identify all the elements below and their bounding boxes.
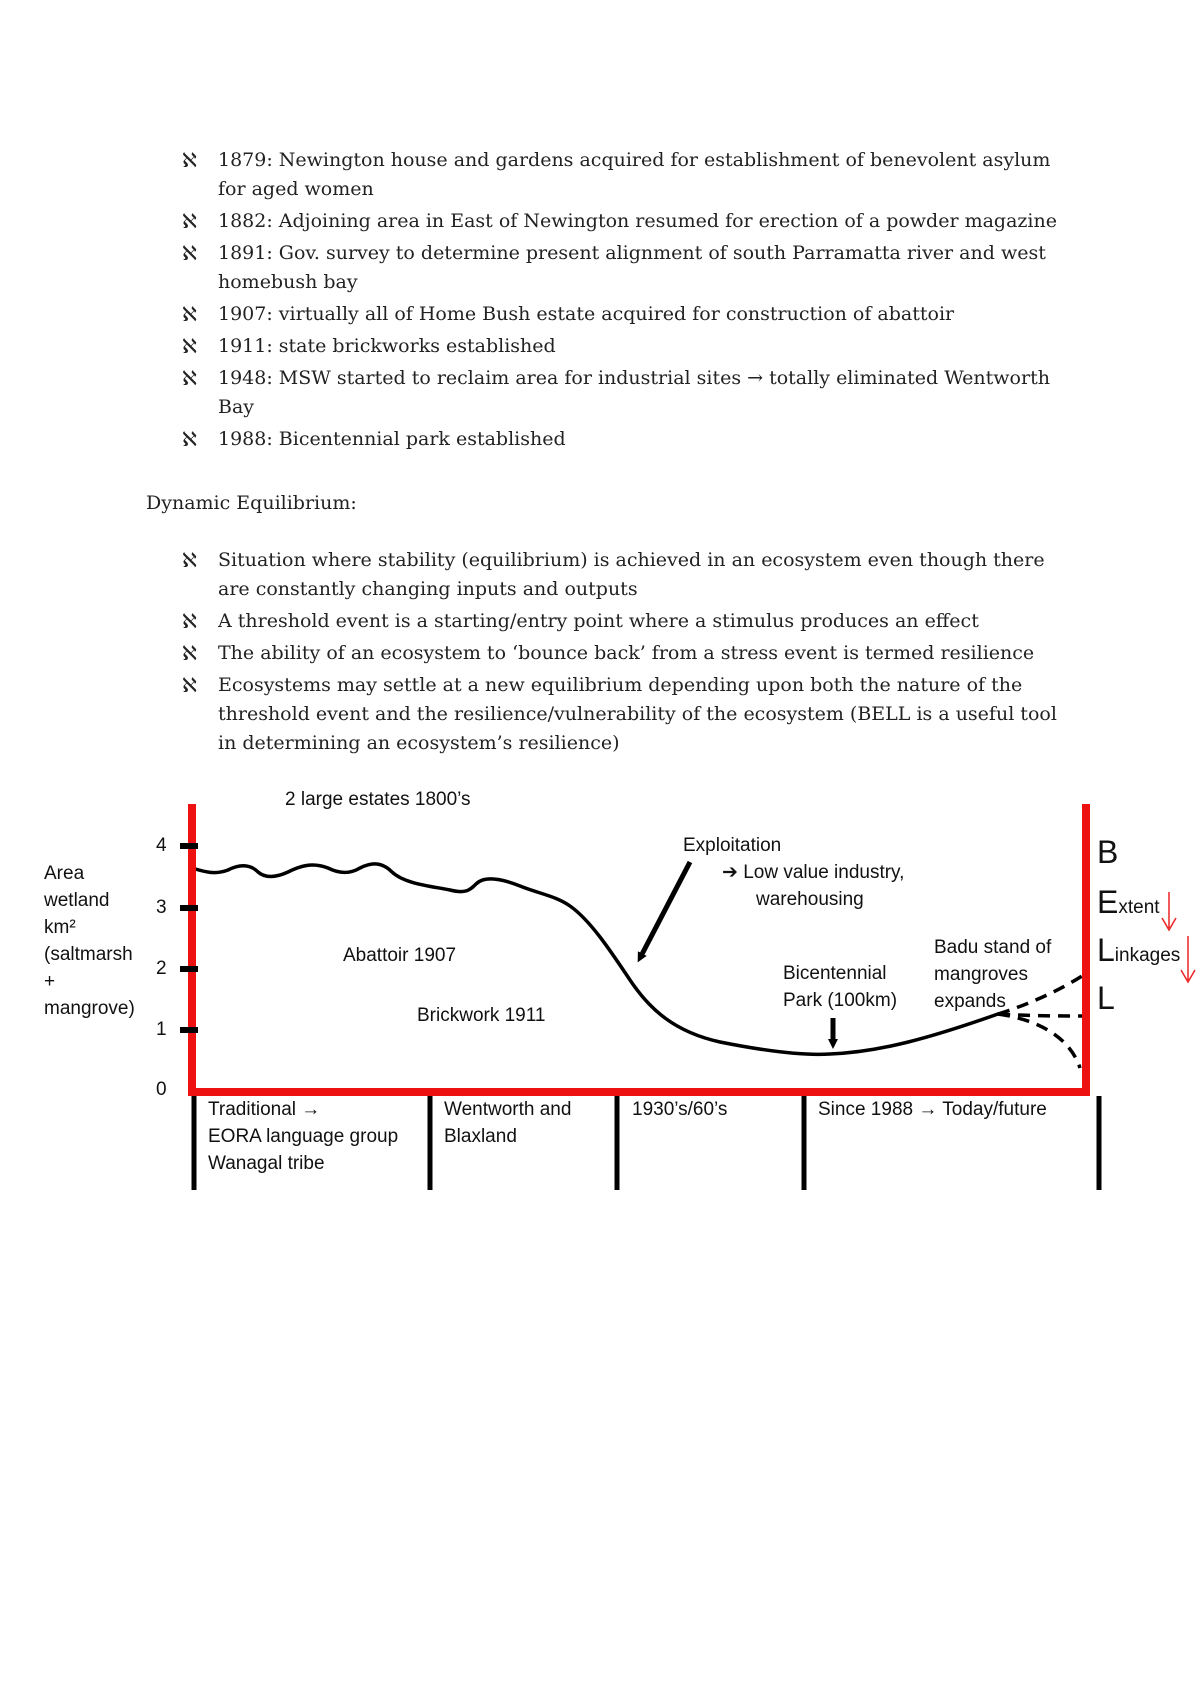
aleph-bullet-icon: ℵ	[182, 673, 197, 697]
list-item: ℵ The ability of an ecosystem to ‘bounce back’ from a stress event is termed resilience	[182, 639, 1062, 668]
list-item: ℵ 1879: Newington house and gardens acquired for establishment of benevolent asylum for aged women	[182, 148, 1051, 200]
aleph-bullet-icon: ℵ	[182, 641, 197, 665]
period-label-traditional: Traditional → EORA language group Wanagal tribe	[208, 1099, 399, 1174]
aleph-bullet-icon: ℵ	[182, 241, 197, 265]
history-timeline-list	[182, 146, 1062, 457]
aleph-bullet-icon: ℵ	[182, 427, 197, 451]
list-item: ℵ 1907: virtually all of Home Bush estate acquired for construction of abattoir	[182, 300, 1062, 329]
event-label-bicentennial: Park (100km)	[783, 990, 898, 1011]
dynamic-equilibrium-list	[182, 546, 1062, 761]
bell-b: B	[1097, 834, 1119, 870]
list-item: ℵ Situation where stability (equilibrium) is achieved in an ecosystem even though there are constantly changing inputs and outputs	[182, 548, 1045, 600]
future-projection-level	[998, 1014, 1082, 1016]
aleph-bullet-icon: ℵ	[182, 302, 197, 326]
section-heading: Dynamic Equilibrium:	[146, 492, 357, 514]
event-label-brickwork: Brickwork 1911	[417, 1005, 546, 1026]
y-tick-label: 3	[156, 897, 167, 918]
period-label-wentworth: Wentworth and Blaxland	[444, 1099, 572, 1147]
event-label-badu: Badu stand of	[934, 937, 1052, 958]
list-item: ℵ 1988: Bicentennial park established	[182, 425, 1062, 454]
y-axis-label: Area wetland km² (saltmarsh + mangrove)	[44, 863, 135, 1019]
diagram-graphics	[0, 780, 1200, 1200]
aleph-bullet-icon: ℵ	[182, 366, 197, 390]
aleph-bullet-icon: ℵ	[182, 609, 197, 633]
y-tick-label: 2	[156, 958, 167, 979]
event-label-badu: expands	[934, 991, 1006, 1012]
event-label-badu: mangroves	[934, 964, 1028, 985]
event-label-exploitation: Exploitation	[683, 835, 782, 856]
aleph-bullet-icon: ℵ	[182, 209, 197, 233]
list-item: ℵ 1911: state brickworks established	[182, 332, 1062, 361]
list-item: ℵ 1948: MSW started to reclaim area for industrial sites → totally eliminated Wentworth Bay	[182, 366, 1050, 418]
top-label: 2 large estates 1800’s	[285, 789, 471, 810]
aleph-bullet-icon: ℵ	[182, 148, 197, 172]
exploitation-arrow	[640, 862, 690, 958]
wetland-area-diagram	[0, 780, 1200, 1200]
aleph-bullet-icon: ℵ	[182, 334, 197, 358]
period-label-since-1988: Since 1988 → Today/future	[818, 1099, 1047, 1120]
y-tick-label: 4	[156, 835, 167, 856]
event-label-bicentennial: Bicentennial	[783, 963, 887, 984]
bell-l: L	[1097, 980, 1115, 1016]
period-label-1930s: 1930’s/60’s	[632, 1099, 728, 1120]
extent-decline-arrow-icon	[1162, 892, 1176, 930]
future-projection-down	[998, 1014, 1080, 1068]
list-item: ℵ 1891: Gov. survey to determine present alignment of south Parramatta river and west homebush bay	[182, 241, 1046, 293]
aleph-bullet-icon: ℵ	[182, 548, 197, 572]
bell-extent: Extent	[1097, 884, 1160, 920]
y-tick-label: 1	[156, 1019, 167, 1040]
event-label-abattoir: Abattoir 1907	[343, 945, 457, 966]
list-item: ℵ A threshold event is a starting/entry point where a stimulus produces an effect	[182, 607, 1062, 636]
y-tick-label: 0	[156, 1079, 167, 1100]
list-item: ℵ 1882: Adjoining area in East of Newington resumed for erection of a powder magazine	[182, 207, 1062, 236]
event-label-exploitation-detail: warehousing	[756, 889, 864, 910]
event-label-exploitation-detail: ➔ Low value industry,	[722, 862, 905, 883]
linkages-decline-arrow-icon	[1181, 936, 1195, 982]
list-item: ℵ Ecosystems may settle at a new equilibrium depending upon both the nature of the threshold event and the resilience/vulnerability of the ecosystem (BELL is a useful tool in determining an ecosystem’s resilience)	[182, 673, 1057, 754]
bell-linkages: Linkages	[1097, 932, 1181, 968]
